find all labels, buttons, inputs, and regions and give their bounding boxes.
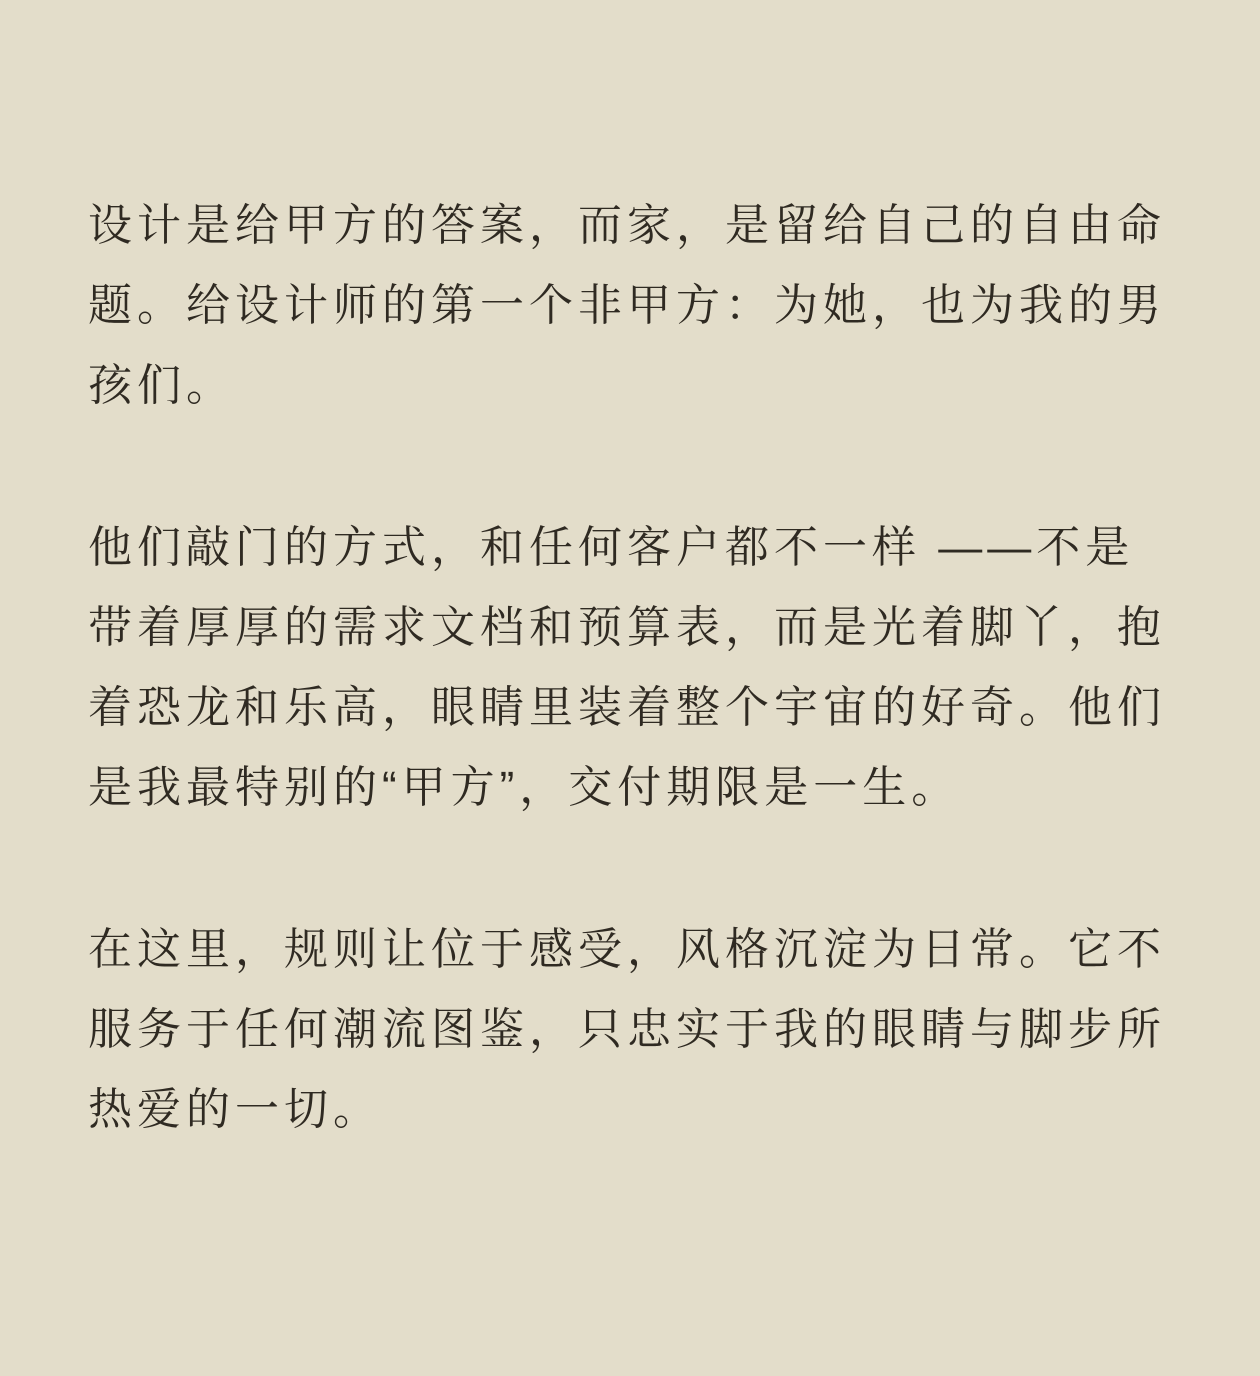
paragraph-1: 设计是给甲方的答案，而家，是留给自己的自由命题。给设计师的第一个非甲方：为她，也为我的男孩们。 [88,201,1166,410]
article-body [88,186,1172,1150]
paragraph-3: 在这里，规则让位于感受，风格沉淀为日常。它不服务于任何潮流图鉴，只忠实于我的眼睛与脚步所热爱的一切。 [88,925,1166,1134]
paragraph-2: 他们敲门的方式，和任何客户都不一样 ——不是带着厚厚的需求文档和预算表，而是光着脚丫，抱着恐龙和乐高，眼睛里装着整个宇宙的好奇。他们是我最特别的“甲方”，交付期限是一生。 [88,523,1166,812]
